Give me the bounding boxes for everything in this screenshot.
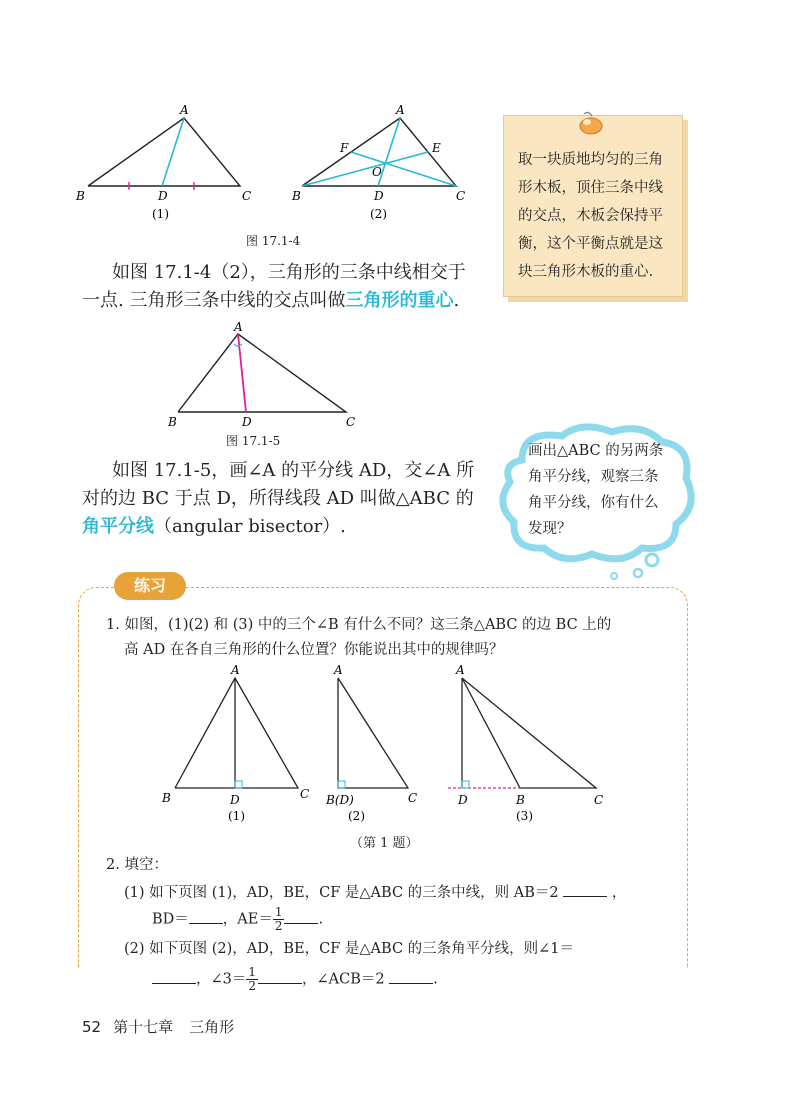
svg-text:A: A — [334, 663, 343, 677]
svg-text:C: C — [346, 415, 356, 429]
svg-text:E: E — [432, 141, 441, 155]
svg-text:B: B — [516, 793, 525, 807]
question-1-line2: 高 AD 在各自三角形的什么位置？你能说出其中的规律吗？ — [124, 642, 504, 658]
svg-text:(2): (2) — [348, 809, 365, 823]
svg-text:A: A — [231, 663, 240, 677]
question-2-1-line2: BD＝ ，AE＝ $\frac{1}{2}$ . — [152, 905, 324, 933]
question-2-2-line1: (2) 如下页图 (2)，AD，BE，CF 是△ABC 的三条角平分线，则∠1＝ — [124, 941, 575, 957]
page-number: 52 — [82, 1018, 102, 1036]
chapter-title: 三角形 — [189, 1018, 235, 1036]
answer-blank[interactable] — [389, 969, 433, 984]
paragraph-centroid-line2: 一点. 三角形三条中线的交点叫做三角形的重心. — [82, 290, 460, 311]
svg-text:F: F — [340, 141, 349, 155]
svg-text:O: O — [372, 165, 382, 179]
term-centroid: 三角形的重心 — [345, 290, 454, 311]
thought-cloud-text: 画出△ABC 的另两条角平分线，观察三条角平分线，你有什么发现？ — [528, 443, 664, 537]
fraction-one-half: $\frac{1}{2}$ — [274, 905, 283, 933]
svg-text:B: B — [292, 189, 301, 203]
figure-caption: 图 17.1-5 — [226, 434, 281, 448]
answer-blank[interactable] — [563, 882, 607, 897]
svg-text:D: D — [374, 189, 384, 203]
side-note-text: 取一块质地均匀的三角形木板，顶住三条中线的交点，木板会保持平衡，这个平衡点就是这块三角形木板的重心. — [518, 152, 663, 280]
question-2-1-line1: (1) 如下页图 (1)，AD，BE，CF 是△ABC 的三条中线，则 AB＝2 ， — [124, 880, 626, 906]
question-1-caption: （第 1 题） — [350, 836, 419, 851]
figure-17-1-5 — [164, 318, 364, 430]
svg-text:D: D — [242, 415, 252, 429]
exercise-tag: 练习 — [114, 572, 186, 600]
fraction-one-half: $\frac{1}{2}$ — [248, 965, 257, 993]
svg-text:B: B — [168, 415, 177, 429]
paragraph-centroid-line1: 如图 17.1-4（2），三角形的三条中线相交于 — [112, 262, 466, 283]
svg-text:(3): (3) — [516, 809, 533, 823]
page-footer — [82, 1016, 234, 1037]
svg-text:C: C — [408, 791, 418, 805]
answer-blank[interactable] — [152, 969, 196, 984]
chapter-label: 第十七章 — [113, 1018, 174, 1036]
subfigure-label: (2) — [370, 207, 387, 220]
svg-text:A: A — [456, 663, 465, 677]
svg-text:D: D — [458, 793, 468, 807]
svg-text:B(D): B(D) — [326, 793, 354, 807]
question-1-line1: 1. 如图，(1)(2) 和 (3) 中的三个∠B 有什么不同？这三条△ABC 的边 BC 上的 — [106, 617, 612, 633]
paragraph-bisector-line3: 角平分线（angular bisector）. — [82, 516, 346, 537]
figure-caption: 图 17.1-4 — [246, 234, 301, 248]
svg-text:A: A — [234, 320, 243, 334]
svg-text:C: C — [594, 793, 604, 807]
paragraph-bisector-line1: 如图 17.1-5，画∠A 的平分线 AD，交∠A 所 — [112, 460, 475, 481]
svg-text:(1): (1) — [228, 809, 245, 823]
svg-text:B: B — [162, 791, 171, 805]
vertex-label: D — [158, 189, 168, 203]
pin-icon — [574, 108, 608, 138]
answer-blank[interactable] — [284, 909, 318, 924]
svg-text:C: C — [300, 787, 310, 801]
figure-17-1-4-2 — [288, 100, 488, 220]
vertex-label: A — [180, 103, 189, 117]
question-1-figures — [150, 660, 620, 825]
svg-text:A: A — [396, 103, 405, 117]
side-note — [503, 115, 683, 297]
answer-blank[interactable] — [189, 909, 223, 924]
svg-text:D: D — [230, 793, 240, 807]
svg-text:C: C — [456, 189, 466, 203]
term-angle-bisector: 角平分线 — [82, 516, 154, 537]
vertex-label: B — [76, 189, 85, 203]
answer-blank[interactable] — [258, 969, 302, 984]
figure-17-1-4-1 — [72, 100, 272, 220]
vertex-label: C — [242, 189, 252, 203]
subfigure-label: (1) — [152, 207, 169, 220]
paragraph-bisector-line2: 对的边 BC 于点 D，所得线段 AD 叫做△ABC 的 — [82, 488, 474, 509]
question-2-title: 2. 填空： — [106, 857, 168, 873]
question-2-2-line2: ，∠3＝ $\frac{1}{2}$ ，∠ACB＝2 . — [152, 966, 438, 993]
